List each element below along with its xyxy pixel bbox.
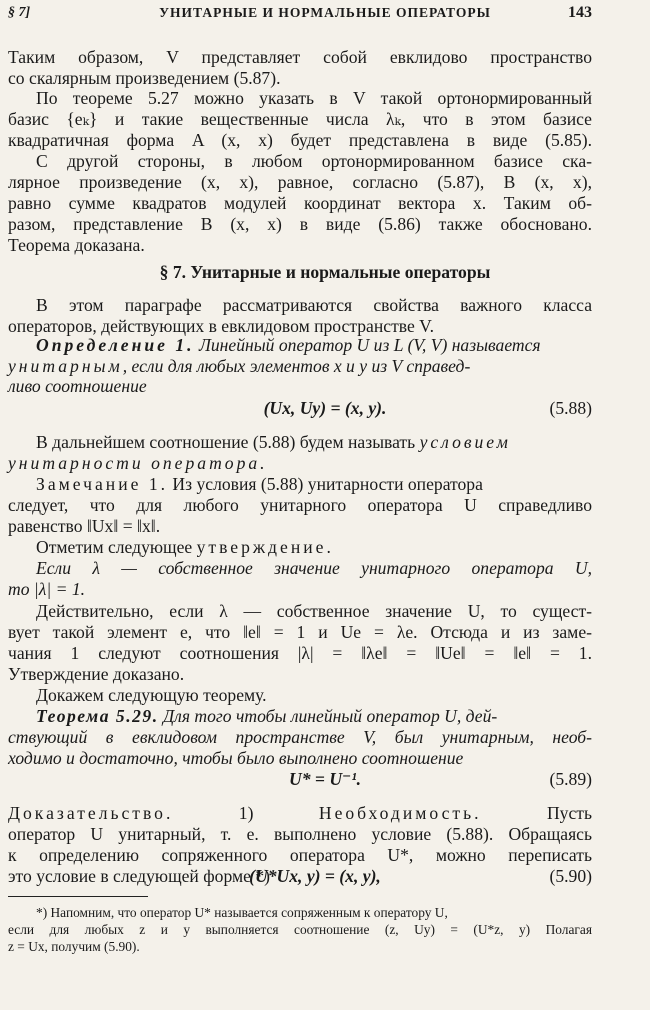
- text-line: В этом параграфе рассматриваются свойства важного класса: [36, 295, 592, 315]
- equation-number: (5.89): [549, 769, 592, 789]
- footnote-line: если для любых z и y выполняется соотношение (z, Uy) = (U*z, y) Полагая: [8, 922, 592, 937]
- footnote-line: z = Ux, получим (5.90).: [8, 939, 140, 954]
- page-number: 143: [568, 4, 592, 21]
- text-line: чания 1 следуют соотношения |λ| = ‖λe‖ = ‖Ue‖ = ‖e‖ = 1.: [8, 643, 592, 663]
- text-line: следует, что для любого унитарного оператора U справедливо: [8, 495, 592, 515]
- text-line: равно сумме квадратов модулей координат вектора x. Таким об-: [8, 193, 592, 213]
- text-line: Отметим следующее утверждение.: [36, 537, 334, 557]
- equation-number: (5.88): [549, 398, 592, 418]
- text-line: базис {eₖ} и такие вещественные числа λₖ, что в этом базисе: [8, 109, 592, 129]
- text-line: со скалярным произведением (5.87).: [8, 68, 281, 88]
- text-line: Таким образом, V представляет собой евклидово пространство: [8, 47, 592, 67]
- text-line: Теорема доказана.: [8, 235, 145, 255]
- text-line: операторов, действующих в евклидовом пространстве V.: [8, 316, 435, 336]
- text-line: лярное произведение (x, x), равное, согласно (5.87), B (x, x),: [8, 172, 592, 192]
- definition-line: унитарным, если для любых элементов x и y из V справед-: [8, 356, 471, 376]
- definition-term: унитарным: [8, 356, 123, 376]
- footnote-line: *) Напомним, что оператор U* называется сопряженным к оператору U,: [36, 905, 448, 920]
- text-line: равенство ‖Ux‖ = ‖x‖.: [8, 516, 161, 536]
- text-line: разом, представление B (x, x) в виде (5.86) также обосновано.: [8, 214, 592, 234]
- text-line: оператор U унитарный, т. е. выполнено условие (5.88). Обращаясь: [8, 824, 592, 844]
- text-line: С другой стороны, в любом ортонормированном базисе ска-: [36, 151, 592, 171]
- theorem-label: Теорема 5.29.: [36, 706, 159, 726]
- text-line: квадратичная форма A (x, x) будет представлена в виде (5.85).: [8, 130, 592, 150]
- text-line: Доказательство. 1) Необходимость. Пусть: [8, 803, 592, 823]
- text-line: Утверждение доказано.: [8, 664, 185, 684]
- text-line: Замечание 1. Из условия (5.88) унитарности оператора: [36, 474, 483, 494]
- text-line: В дальнейшем соотношение (5.88) будем называть условием: [36, 432, 511, 452]
- text-line: вует такой элемент e, что ‖e‖ = 1 и Ue = λe. Отсюда и из заме-: [8, 622, 592, 642]
- theorem-line: ходимо и достаточно, чтобы было выполнено соотношение: [8, 748, 464, 768]
- text-line: По теореме 5.27 можно указать в V такой ортонормированный: [36, 88, 592, 108]
- header-title: УНИТАРНЫЕ И НОРМАЛЬНЫЕ ОПЕРАТОРЫ: [159, 5, 491, 20]
- theorem-line: Теорема 5.29. Для того чтобы линейный оператор U, дей-: [36, 706, 498, 726]
- theorem-line: ствующий в евклидовом пространстве V, был унитарным, необ-: [8, 727, 592, 747]
- text-line: это условие в следующей форме *): [8, 866, 270, 886]
- term-statement: утверждение.: [196, 537, 334, 557]
- equation-5-88: (Ux, Uy) = (x, y).: [263, 398, 387, 418]
- text-line: к определению сопряженного оператора U*, можно переписать: [8, 845, 592, 865]
- section-heading: § 7. Унитарные и нормальные операторы: [159, 262, 491, 282]
- equation-5-89: U* = U⁻¹.: [289, 769, 361, 789]
- equation-5-90: (U*Ux, y) = (x, y),: [249, 866, 381, 886]
- necessity-label: Необходимость.: [318, 803, 482, 823]
- text-line: Докажем следующую теорему.: [36, 685, 267, 705]
- header-section: § 7]: [8, 5, 31, 20]
- equation-number: (5.90): [549, 866, 592, 886]
- proof-label: Доказательство.: [8, 803, 174, 823]
- text-line: Действительно, если λ — собственное значение U, то сущест-: [36, 601, 592, 621]
- footnote-rule: [8, 896, 148, 897]
- remark-label: Замечание 1.: [36, 474, 169, 494]
- text-line: унитарности оператора.: [8, 453, 268, 473]
- statement-line: то |λ| = 1.: [8, 579, 86, 599]
- statement-line: Если λ — собственное значение унитарного оператора U,: [36, 558, 592, 578]
- term-condition: условием: [419, 432, 511, 452]
- definition-line: ливо соотношение: [8, 376, 147, 396]
- definition-line: Определение 1. Линейный оператор U из L (V, V) называется: [36, 335, 541, 355]
- definition-label: Определение 1.: [36, 335, 195, 355]
